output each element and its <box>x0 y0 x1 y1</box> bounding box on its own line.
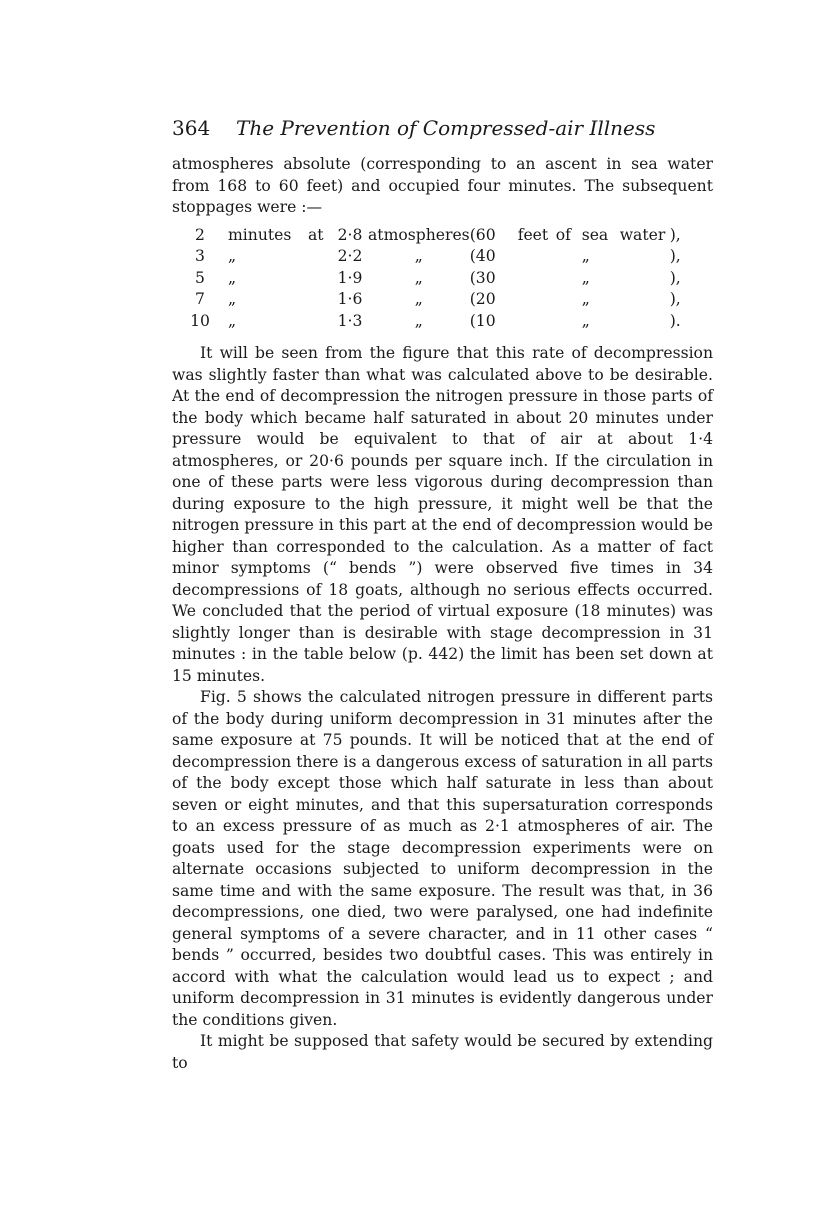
stoppage-row <box>172 246 690 268</box>
ditto-mark: „ <box>228 247 237 265</box>
stoppage-close: ), <box>669 225 681 244</box>
body-text <box>172 154 713 1074</box>
stoppage-pressure: 1·6 <box>337 290 363 308</box>
stoppage-water-label: water <box>619 225 666 244</box>
stoppage-row <box>172 289 690 311</box>
stoppage-depth: (30 <box>469 268 496 287</box>
stoppage-depth: (40 <box>469 247 496 265</box>
stoppage-minutes: 7 <box>195 290 205 308</box>
stoppage-row <box>172 311 690 333</box>
ditto-mark: „ <box>581 268 590 287</box>
stoppage-feet-label: feet <box>517 225 549 244</box>
stoppage-minutes-label: minutes <box>228 225 292 244</box>
stoppage-depth: (10 <box>469 311 496 330</box>
stoppage-sea-label: sea <box>581 225 609 244</box>
ditto-mark: „ <box>581 311 590 330</box>
ditto-mark: „ <box>228 290 237 308</box>
stoppage-close: ), <box>669 290 681 308</box>
ditto-mark: „ <box>414 247 423 265</box>
ditto-mark: „ <box>414 290 423 308</box>
stoppage-minutes: 5 <box>195 268 205 287</box>
stoppage-row <box>172 225 690 247</box>
paragraph-3: Fig. 5 shows the calculated nitrogen pressure in different parts of the body during uniform decompression in 31 minutes after the same exposure at 75 pounds. It will be noticed that at the end of decompression there is a dangerous excess of saturation in all parts of the body except those which half saturate in less than about seven or eight minutes, and that this supersaturation corresponds to an excess pressure of as much as 2·1 atmospheres of air. The goats used for the stage decompression experiments were on alternate occasions subjected to uniform decompression in the same time and with the same exposure. The result was that, in 36 decompressions, one died, two were paralysed, one had indefinite general symptoms of a severe character, and in 11 other cases “ bends ” occurred, besides two doubtful cases. This was entirely in accord with what the calculation would lead us to expect ; and uniform decompression in 31 minutes is evidently dangerous under the conditions given. <box>172 688 713 1029</box>
stoppage-atmospheres-label: atmospheres <box>368 225 470 244</box>
stoppage-close: ). <box>669 311 681 330</box>
page-number: 364 <box>172 116 211 140</box>
stoppage-minutes: 2 <box>195 225 205 244</box>
stoppage-at: at <box>308 225 324 244</box>
ditto-mark: „ <box>414 268 423 287</box>
ditto-mark: „ <box>581 247 590 265</box>
paragraph-1: atmospheres absolute (corresponding to an ascent in sea water from 168 to 60 feet) and occupied four minutes. The subsequent stoppages were :— <box>172 155 713 216</box>
stoppage-of-label: of <box>555 225 571 244</box>
stoppage-minutes: 3 <box>195 247 205 265</box>
stoppage-minutes: 10 <box>190 311 210 330</box>
ditto-mark: „ <box>414 311 423 330</box>
stoppage-pressure: 2·2 <box>337 247 363 265</box>
running-title: The Prevention of Compressed-air Illness <box>236 116 656 140</box>
stoppage-close: ), <box>669 268 681 287</box>
stoppage-close: ), <box>669 247 681 265</box>
stoppage-pressure: 2·8 <box>337 225 363 244</box>
stoppage-depth: (60 <box>469 225 496 244</box>
paragraph-2: It will be seen from the figure that this rate of decompression was slightly faster than what was calculated above to be desirable. At the end of decompression the nitrogen pressure in those parts of the body which became half saturated in about 20 minutes under pressure would be equivalent to that of air at about 1·4 atmospheres, or 20·6 pounds per square inch. If the circulation in one of these parts were less vigorous during decompression than during exposure to the high pressure, it might well be that the nitrogen pressure in this part at the end of decompression would be higher than corresponded to the calculation. As a matter of fact minor symptoms (“ bends ”) were observed five times in 34 decompressions of 18 goats, although no serious effects occurred. We concluded that the period of virtual exposure (18 minutes) was slightly longer than is desirable with stage decompression in 31 minutes : in the table below (p. 442) the limit has been set down at 15 minutes. <box>172 344 713 685</box>
stoppage-depth: (20 <box>469 290 496 308</box>
ditto-mark: „ <box>581 290 590 308</box>
page-header <box>172 116 716 146</box>
stoppage-pressure: 1·9 <box>337 268 363 287</box>
stoppages-table <box>172 225 690 333</box>
stoppage-row <box>172 268 690 290</box>
ditto-mark: „ <box>228 311 237 330</box>
ditto-mark: „ <box>228 268 237 287</box>
paragraph-4: It might be supposed that safety would be secured by extending to <box>172 1032 713 1072</box>
stoppage-pressure: 1·3 <box>337 311 363 330</box>
